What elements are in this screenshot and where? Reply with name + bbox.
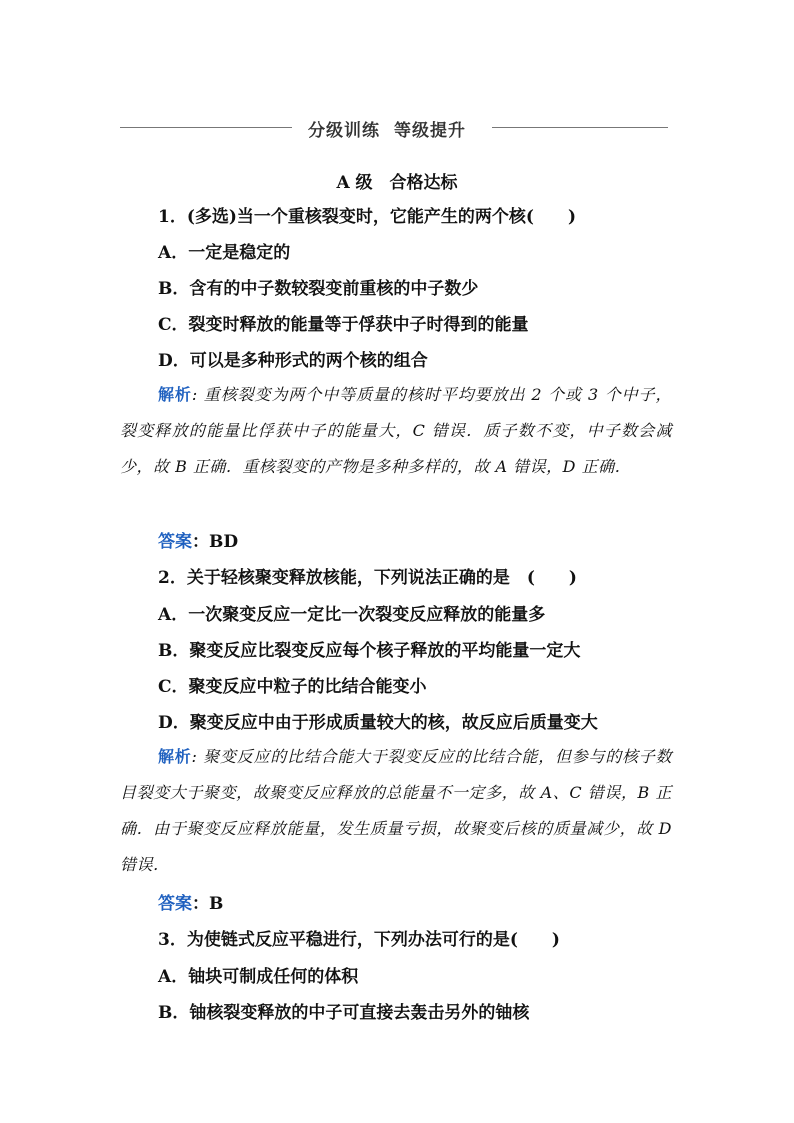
header-rule-left: [120, 127, 292, 128]
q3-option-a: A．铀块可制成任何的体积: [158, 967, 359, 987]
q1-answer: [158, 531, 238, 553]
q1-solution-label: 解析: [158, 385, 192, 404]
header-right-text: 等级提升: [394, 121, 466, 141]
section-header: [120, 116, 668, 140]
q1-option-a: A．一定是稳定的: [158, 243, 291, 263]
q2-answer: [158, 893, 223, 915]
q2-solution-text: : 聚变反应的比结合能大于裂变反应的比结合能，但参与的核子数目裂变大于聚变，故聚变反应释放的总能量不一定多，故 A、C 错误，B 正确．由于聚变反应释放能量，发生质量亏损，故聚变后核的质量减少，故 D 错误．: [120, 747, 672, 874]
q2-option-d: D．聚变反应中由于形成质量较大的核，故反应后质量变大: [158, 713, 598, 733]
q2-answer-label: 答案: [158, 894, 192, 914]
q1-option-d: D．可以是多种形式的两个核的组合: [158, 351, 428, 371]
q2-answer-text: ：B: [192, 894, 224, 914]
q2-stem: 2．关于轻核聚变释放核能，下列说法正确的是 ( ): [158, 568, 577, 588]
q2-option-a: A．一次聚变反应一定比一次裂变反应释放的能量多: [158, 605, 546, 625]
level-title: A 级 合格达标: [336, 173, 458, 193]
q2-option-b: B．聚变反应比裂变反应每个核子释放的平均能量一定大: [158, 641, 581, 661]
q2-solution: [120, 739, 672, 883]
q1-option-c: C．裂变时释放的能量等于俘获中子时得到的能量: [158, 315, 529, 335]
q2-solution-label: 解析: [158, 747, 192, 766]
q1-option-b: B．含有的中子数较裂变前重核的中子数少: [158, 279, 479, 299]
q3-option-b: B．铀核裂变释放的中子可直接去轰击另外的铀核: [158, 1003, 530, 1023]
q1-answer-label: 答案: [158, 532, 192, 552]
q2-option-c: C．聚变反应中粒子的比结合能变小: [158, 677, 427, 697]
header-rule-right: [492, 127, 668, 128]
q1-solution-text: : 重核裂变为两个中等质量的核时平均要放出 2 个或 3 个中子，裂变释放的能量比俘获中子的能量大，C 错误．质子数不变，中子数会减少，故 B 正确．重核裂变的产物是多种多样的，故 A 错误，D 正确．: [120, 385, 672, 476]
q1-solution: [120, 377, 672, 485]
q1-answer-text: ：BD: [192, 532, 239, 552]
header-title: [308, 116, 466, 141]
header-left-text: 分级训练: [308, 121, 380, 141]
q1-stem: 1．(多选)当一个重核裂变时，它能产生的两个核( ): [158, 207, 577, 227]
q3-stem: 3．为使链式反应平稳进行，下列办法可行的是( ): [158, 930, 560, 950]
